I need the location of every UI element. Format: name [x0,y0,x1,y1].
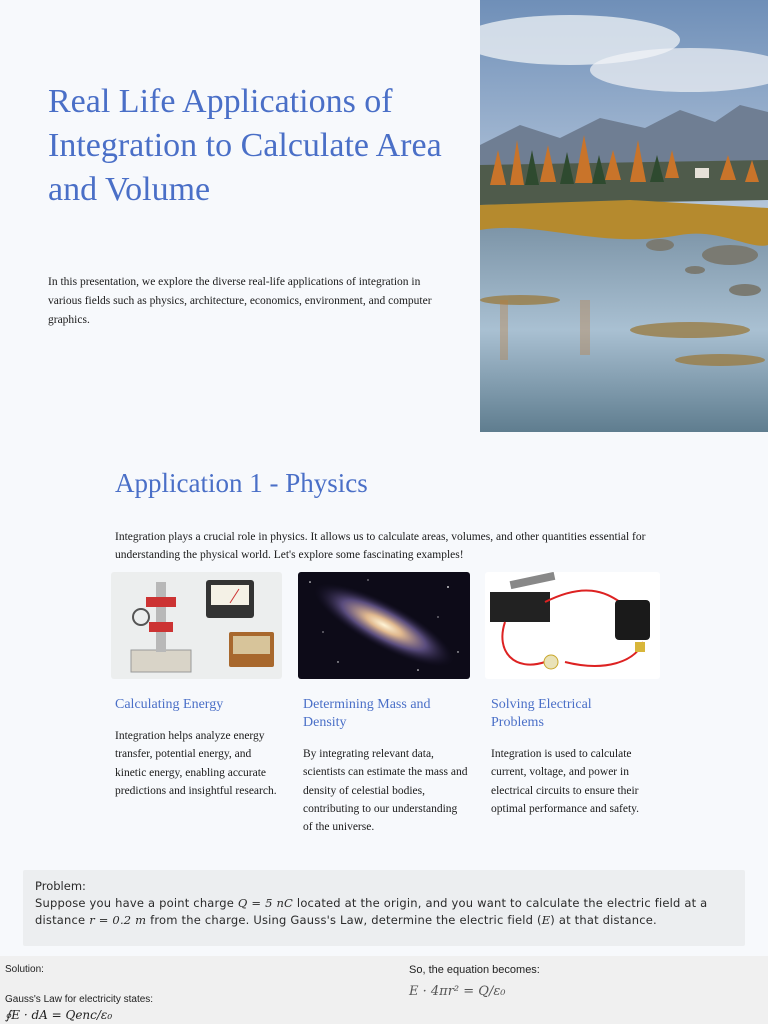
lake-mountain-image [480,0,768,432]
gauss-law-label: Gauss's Law for electricity states: [5,994,154,1005]
charge-math: Q = 5 nC [237,896,294,910]
hero-title: Real Life Applications of Integration to Calculate Area and Volume [48,83,442,208]
card-title-mass-density: Determining Mass and Density [303,697,431,730]
gauss-law-equation: ∮E · dA = Qenc/ε₀ [5,1008,113,1022]
section-intro: Integration plays a crucial role in physics. It allows us to calculate areas, volumes, and other quantities essential for understanding the physical world. Let's explore some fascinating examples! [115,531,646,561]
equation-becomes-label: So, the equation becomes: [409,964,540,976]
card-text-electrical: Integration is used to calculate current, voltage, and power in electrical circuits to ensure their optimal performance and safety. [491,748,640,815]
solution-label: Solution: [5,964,44,975]
card-text-energy: Integration helps analyze energy transfer, potential energy, and kinetic energy, enabling accurate predictions and insightful research. [115,730,277,797]
problem-text: Suppose you have a point charge Q = 5 nC located at the origin, and you want to calculate the electric field at a distance r = 0.2 m from the charge. Using Gauss's Law, determine the electric field (E) at that distance. [35,896,708,927]
distance-math: r = 0.2 m [89,913,147,927]
problem-label: Problem: [35,879,86,893]
card-title-electrical: Solving Electrical Problems [491,697,592,730]
solution-panel [0,956,768,1024]
electric-circuit-image [485,572,660,679]
lab-apparatus-image [111,572,282,679]
hero-intro: In this presentation, we explore the diverse real-life applications of integration in various fields such as physics, architecture, economics, environment, and computer graphics. [48,276,432,326]
galaxy-image [298,572,470,679]
card-title-energy: Calculating Energy [115,697,224,712]
problem-box [23,870,745,946]
field-math: E [541,913,551,927]
card-text-mass-density: By integrating relevant data, scientists can estimate the mass and density of celestial bodies, contributing to our understanding of the universe. [303,748,468,834]
section-title: Application 1 - Physics [115,468,368,498]
resulting-equation: E · 4πr² = Q/ε₀ [409,984,506,999]
